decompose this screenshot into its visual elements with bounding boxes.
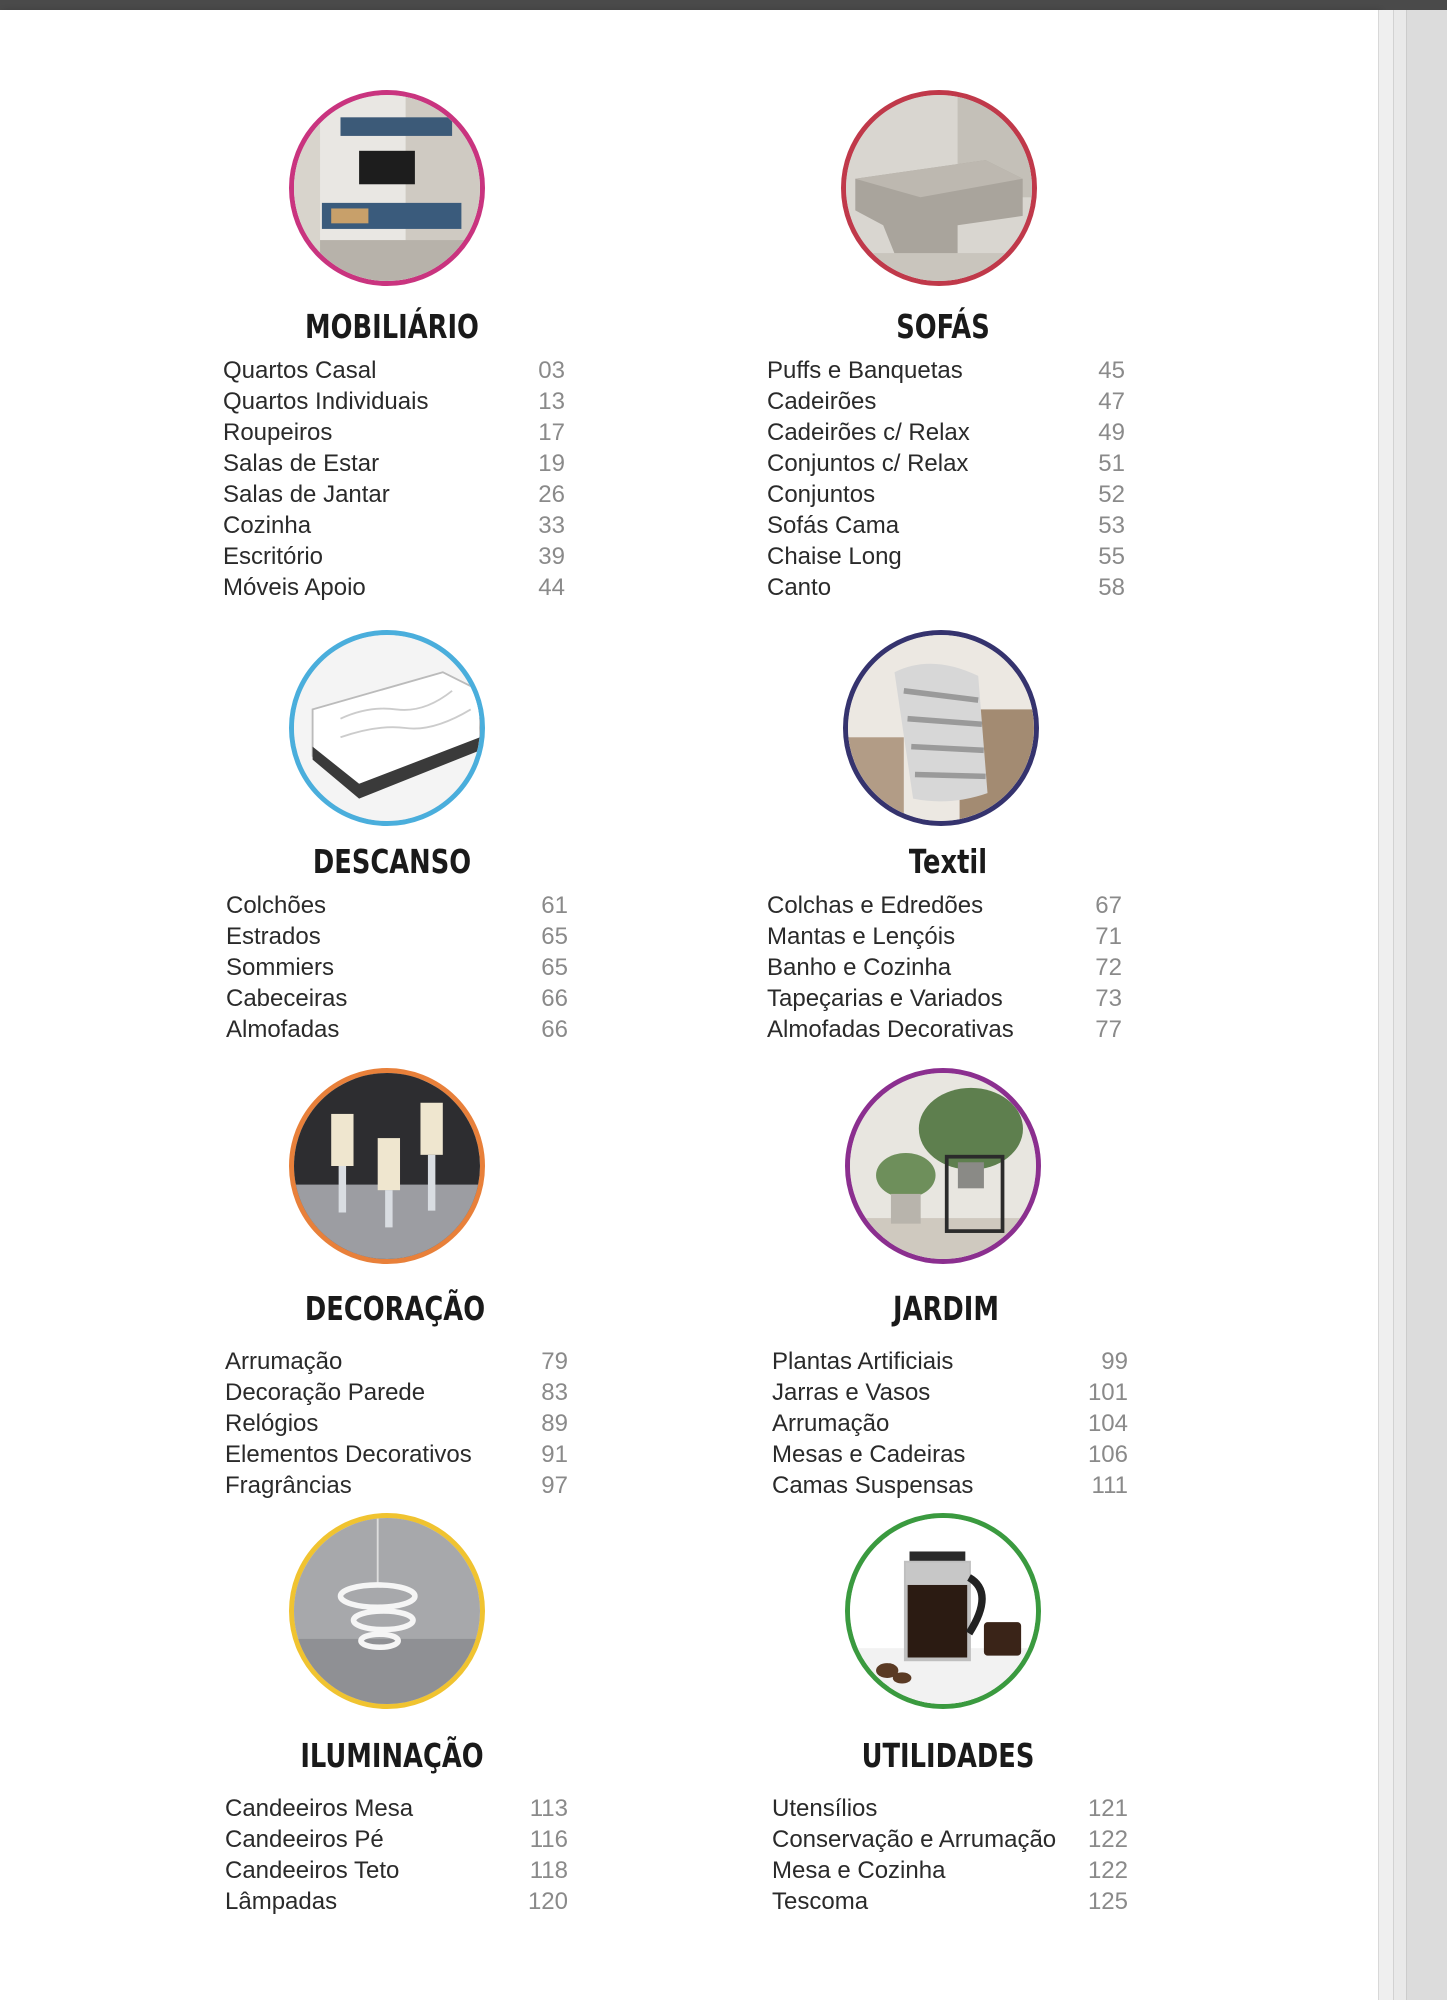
item-page-number: 65	[541, 953, 568, 981]
item-page-number: 73	[1095, 984, 1122, 1012]
item-label: Colchas e Edredões	[767, 891, 984, 919]
section-item-list	[225, 1793, 568, 1917]
list-item[interactable]	[223, 386, 565, 417]
item-page-number: 03	[538, 356, 565, 384]
list-item[interactable]	[767, 952, 1122, 983]
section-title: UTILIDADES	[861, 1736, 1035, 1775]
list-item[interactable]	[767, 479, 1125, 510]
list-item[interactable]	[223, 510, 565, 541]
list-item[interactable]	[225, 1408, 568, 1439]
item-label: Elementos Decorativos	[225, 1440, 472, 1468]
list-item[interactable]	[225, 1855, 568, 1886]
item-label: Tapeçarias e Variados	[767, 984, 1003, 1012]
item-label: Móveis Apoio	[223, 573, 366, 601]
item-label: Lâmpadas	[225, 1887, 338, 1915]
item-page-number: 58	[1098, 573, 1125, 601]
item-label: Tescoma	[772, 1887, 869, 1915]
item-label: Decoração Parede	[225, 1378, 426, 1406]
list-item[interactable]	[767, 921, 1122, 952]
list-item[interactable]	[772, 1470, 1128, 1501]
item-label: Escritório	[223, 542, 324, 570]
item-page-number: 89	[541, 1409, 568, 1437]
item-label: Chaise Long	[767, 542, 902, 570]
section-title: DESCANSO	[312, 842, 472, 881]
item-label: Mantas e Lençóis	[767, 922, 956, 950]
section-title: JARDIM	[893, 1289, 999, 1328]
item-page-number: 77	[1095, 1015, 1122, 1043]
list-item[interactable]	[223, 355, 565, 386]
item-label: Banho e Cozinha	[767, 953, 952, 981]
list-item[interactable]	[772, 1793, 1128, 1824]
item-page-number: 61	[541, 891, 568, 919]
item-page-number: 83	[541, 1378, 568, 1406]
page-stack-edge	[1378, 10, 1393, 2000]
list-item[interactable]	[767, 572, 1125, 603]
item-label: Cozinha	[223, 511, 312, 539]
item-label: Canto	[767, 573, 832, 601]
item-page-number: 118	[529, 1856, 568, 1884]
item-label: Arrumação	[225, 1347, 343, 1375]
item-label: Salas de Jantar	[223, 480, 390, 508]
item-page-number: 67	[1095, 891, 1122, 919]
list-item[interactable]	[226, 983, 568, 1014]
item-page-number: 65	[541, 922, 568, 950]
list-item[interactable]	[772, 1886, 1128, 1917]
section-title: ILUMINAÇÃO	[300, 1736, 484, 1775]
item-label: Plantas Artificiais	[772, 1347, 954, 1375]
potted-plants-icon	[845, 1068, 1041, 1264]
item-label: Conjuntos c/ Relax	[767, 449, 969, 477]
list-item[interactable]	[225, 1377, 568, 1408]
item-label: Cabeceiras	[226, 984, 348, 1012]
item-page-number: 13	[538, 387, 565, 415]
section-item-list	[226, 890, 568, 1045]
list-item[interactable]	[772, 1408, 1128, 1439]
item-page-number: 47	[1098, 387, 1125, 415]
list-item[interactable]	[767, 890, 1122, 921]
list-item[interactable]	[772, 1346, 1128, 1377]
viewer-top-bar	[0, 0, 1447, 10]
item-label: Roupeiros	[223, 418, 333, 446]
page-stack-edge	[1406, 10, 1447, 2000]
item-label: Puffs e Banquetas	[767, 356, 963, 384]
item-page-number: 104	[1087, 1409, 1128, 1437]
item-page-number: 91	[541, 1440, 568, 1468]
list-item[interactable]	[767, 983, 1122, 1014]
item-page-number: 122	[1087, 1825, 1128, 1853]
item-page-number: 72	[1095, 953, 1122, 981]
section-title: MOBILIÁRIO	[305, 307, 479, 346]
item-page-number: 101	[1087, 1378, 1128, 1406]
item-label: Almofadas Decorativas	[767, 1015, 1014, 1043]
list-item[interactable]	[767, 510, 1125, 541]
list-item[interactable]	[226, 921, 568, 952]
item-page-number: 120	[527, 1887, 568, 1915]
item-page-number: 53	[1098, 511, 1125, 539]
item-page-number: 44	[538, 573, 565, 601]
item-label: Mesas e Cadeiras	[772, 1440, 966, 1468]
corner-sofa-icon	[841, 90, 1037, 286]
section-title: SOFÁS	[896, 307, 990, 346]
list-item[interactable]	[772, 1377, 1128, 1408]
list-item[interactable]	[223, 417, 565, 448]
section-item-list	[772, 1346, 1128, 1501]
candles-icon	[289, 1068, 485, 1264]
item-label: Conjuntos	[767, 480, 876, 508]
item-label: Camas Suspensas	[772, 1471, 974, 1499]
item-label: Utensílios	[772, 1794, 878, 1822]
catalog-index-page	[0, 10, 1378, 2000]
item-page-number: 55	[1098, 542, 1125, 570]
item-label: Sommiers	[226, 953, 335, 981]
list-item[interactable]	[226, 952, 568, 983]
french-press-icon	[845, 1513, 1041, 1709]
item-label: Estrados	[226, 922, 321, 950]
list-item[interactable]	[772, 1824, 1128, 1855]
item-label: Colchões	[226, 891, 327, 919]
list-item[interactable]	[225, 1793, 568, 1824]
item-page-number: 52	[1098, 480, 1125, 508]
item-page-number: 19	[538, 449, 565, 477]
item-label: Mesa e Cozinha	[772, 1856, 946, 1884]
item-label: Conservação e Arrumação	[772, 1825, 1057, 1853]
item-label: Candeeiros Teto	[225, 1856, 400, 1884]
item-page-number: 49	[1098, 418, 1125, 446]
list-item[interactable]	[225, 1886, 568, 1917]
ring-pendant-lamp-icon	[289, 1513, 485, 1709]
item-page-number: 51	[1098, 449, 1125, 477]
item-page-number: 26	[538, 480, 565, 508]
item-page-number: 71	[1095, 922, 1122, 950]
list-item[interactable]	[767, 448, 1125, 479]
item-label: Almofadas	[226, 1015, 340, 1043]
list-item[interactable]	[767, 541, 1125, 572]
item-page-number: 66	[541, 984, 568, 1012]
item-label: Cadeirões c/ Relax	[767, 418, 970, 446]
list-item[interactable]	[225, 1439, 568, 1470]
item-label: Quartos Individuais	[223, 387, 429, 415]
item-label: Cadeirões	[767, 387, 877, 415]
item-page-number: 99	[1101, 1347, 1128, 1375]
list-item[interactable]	[225, 1824, 568, 1855]
list-item[interactable]	[767, 1014, 1122, 1045]
section-item-list	[225, 1346, 568, 1501]
item-page-number: 121	[1087, 1794, 1128, 1822]
item-label: Jarras e Vasos	[772, 1378, 931, 1406]
list-item[interactable]	[223, 572, 565, 603]
item-page-number: 33	[538, 511, 565, 539]
section-title: Textil	[908, 842, 988, 881]
item-label: Relógios	[225, 1409, 319, 1437]
item-label: Arrumação	[772, 1409, 890, 1437]
list-item[interactable]	[767, 355, 1125, 386]
list-item[interactable]	[225, 1470, 568, 1501]
item-page-number: 125	[1087, 1887, 1128, 1915]
list-item[interactable]	[223, 479, 565, 510]
list-item[interactable]	[772, 1855, 1128, 1886]
item-label: Candeeiros Mesa	[225, 1794, 414, 1822]
list-item[interactable]	[226, 890, 568, 921]
list-item[interactable]	[223, 448, 565, 479]
item-page-number: 116	[529, 1825, 568, 1853]
item-label: Salas de Estar	[223, 449, 380, 477]
blanket-on-armchair-icon	[843, 630, 1039, 826]
list-item[interactable]	[226, 1014, 568, 1045]
item-page-number: 79	[541, 1347, 568, 1375]
section-item-list	[772, 1793, 1128, 1917]
item-label: Quartos Casal	[223, 356, 377, 384]
item-label: Candeeiros Pé	[225, 1825, 384, 1853]
list-item[interactable]	[767, 417, 1125, 448]
section-title: DECORAÇÃO	[304, 1289, 486, 1328]
item-page-number: 113	[529, 1794, 568, 1822]
list-item[interactable]	[225, 1346, 568, 1377]
item-label: Fragrâncias	[225, 1471, 352, 1499]
item-page-number: 17	[538, 418, 565, 446]
list-item[interactable]	[772, 1439, 1128, 1470]
item-page-number: 97	[541, 1471, 568, 1499]
living-room-furniture-icon	[289, 90, 485, 286]
section-item-list	[223, 355, 565, 603]
item-label: Sofás Cama	[767, 511, 900, 539]
list-item[interactable]	[767, 386, 1125, 417]
list-item[interactable]	[223, 541, 565, 572]
item-page-number: 39	[538, 542, 565, 570]
page-stack-edge	[1393, 10, 1406, 2000]
item-page-number: 111	[1091, 1471, 1128, 1499]
section-item-list[interactable]	[767, 355, 1125, 603]
item-page-number: 66	[541, 1015, 568, 1043]
item-page-number: 106	[1087, 1440, 1128, 1468]
mattress-icon	[289, 630, 485, 826]
section-item-list	[767, 890, 1122, 1045]
item-page-number: 122	[1087, 1856, 1128, 1884]
item-page-number: 45	[1098, 356, 1125, 384]
